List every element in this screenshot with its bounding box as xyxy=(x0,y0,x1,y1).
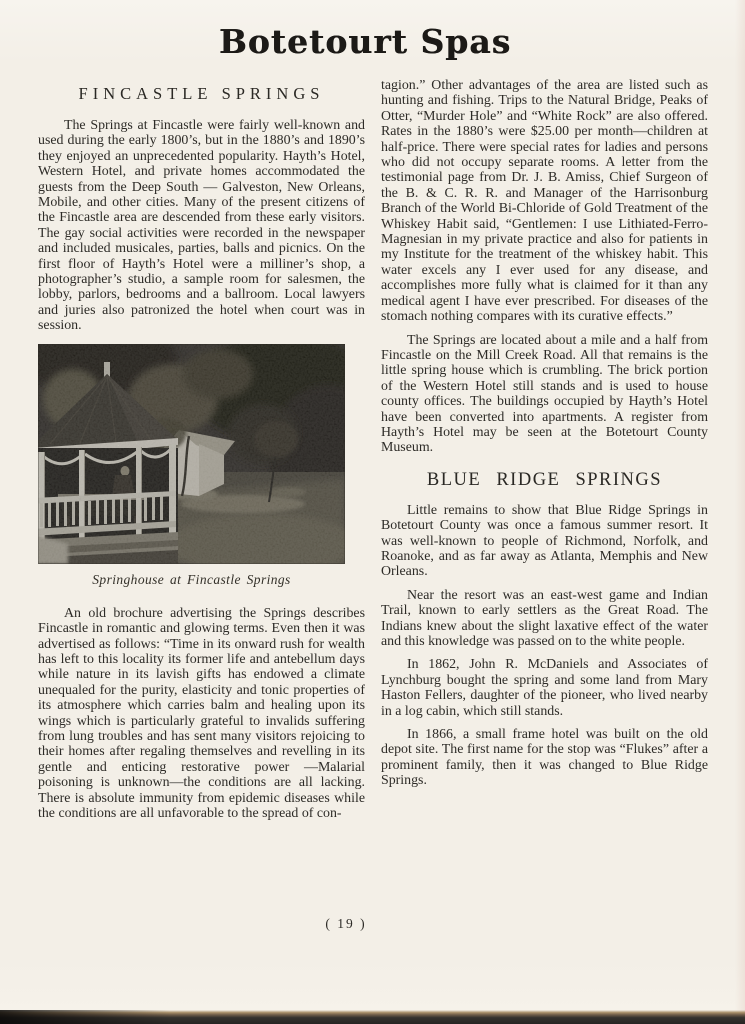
springhouse-photo xyxy=(38,344,345,564)
fincastle-paragraph-3-continuation: tagion.” Other advantages of the area are listed such as hunting and fishing. Trips to the Natural Bridge, Peaks of Otter, “Murder Hole” and “White Rock” are also offered. Rates in the 1880’s were $25.00 per month—children at half-price. There were special rates for ladies and persons who did not occupy separate rooms. A letter from the testimonial page from Dr. J. B. Amiss, Chief Surgeon of the B. & C. R. R. and Manager of the Harrisonburg Branch of the World Bi-Chloride of Gold Treatment of the Whiskey Habit said, “Gentlemen: I use Lithiated-Ferro-Magnesian in my private practice and also for patients in my Institute for the treatment of the whiskey habit. This water excels any I ever used for any disease, and accomplishes more fully what is claimed for it than any medical agent I have ever prescribed. For diseases of the stomach nothing compares with its curative effects.” xyxy=(381,78,708,325)
fincastle-paragraph-1: The Springs at Fincastle were fairly well-known and used during the early 1800’s, but in the 1880’s and 1890’s they enjoyed an unprecedented popularity. Hayth’s Hotel, Western Hotel, and private homes accommodated the guests from the Deep South — Galveston, New Orleans, Mobile, and other cities. Many of the present citizens of the Fincastle area are descended from these early visitors. The gay social activities were recorded in the newspaper and included musicales, parties, balls and picnics. On the first floor of Hayth’s Hotel were a milliner’s shop, a photographer’s studio, a sample room for salesmen, the lobby, parlors, bedrooms and a ballroom. Local lawyers and juries also patronized the hotel when court was in session. xyxy=(38,118,365,334)
page-title: Botetourt Spas xyxy=(218,22,512,61)
text-columns xyxy=(38,78,708,829)
section-heading-fincastle-springs: FINCASTLE SPRINGS xyxy=(78,84,325,103)
blue-ridge-paragraph-4: In 1866, a small frame hotel was built on the old depot site. The first name for the stop was “Flukes” after a prominent family, then it was changed to Blue Ridge Springs. xyxy=(381,727,708,789)
fincastle-paragraph-2: An old brochure advertising the Springs describes Fincastle in romantic and glowing terms. Even then it was advertised as follows: “Time in its onward rush for wealth has left to this locality its former life and antebellum days while nature in its lavish gifts has endowed a climate unequaled for the purity, elasticity and tonic properties of its atmosphere which carries balm and healing upon its wings which is particularly grateful to invalids suffering from lung troubles and has sent many visitors rejoicing to their homes after regaling themselves and revelling in its gentle and enticing restorative power —Malarial poisoning is unknown—the conditions are all lacking. There is absolute immunity from epidemic diseases while the conditions are all unfavorable to the spread of con- xyxy=(38,605,365,821)
section-heading-blue-ridge-springs: BLUE RIDGE SPRINGS xyxy=(426,469,663,490)
photo-caption: Springhouse at Fincastle Springs xyxy=(92,571,291,587)
blue-ridge-paragraph-1: Little remains to show that Blue Ridge Springs in Botetourt County was once a famous summer resort. It was well-known to people of Richmond, Norfolk, and Roanoke, and as far away as Atlanta, Memphis and New Orleans. xyxy=(381,502,708,580)
fincastle-paragraph-4: The Springs are located about a mile and a half from Fincastle on the Mill Creek Road. All that remains is the little spring house which is crumbling. The brick portion of the Western Hotel still stands and is used to house county offices. The buildings occupied by Hayth’s Hotel have been converted into apartments. A register from Hayth’s Hotel may be seen at the Botetourt County Museum. xyxy=(381,332,708,456)
left-column xyxy=(38,78,365,829)
page-number: ( 19 ) xyxy=(325,916,367,931)
blue-ridge-paragraph-2: Near the resort was an east-west game and Indian Trail, known to early settlers as the Great Road. The Indians knew about the slight laxative effect of the water and this knowledge was passed on to the white people. xyxy=(381,587,708,649)
springhouse-figure xyxy=(38,344,345,588)
right-column xyxy=(381,78,708,829)
page-bottom-edge xyxy=(0,1010,745,1024)
blue-ridge-paragraph-3: In 1862, John R. McDaniels and Associates of Lynchburg bought the spring and some land from Mary Haston Fellers, daughter of the pioneer, who lived nearby in a log cabin, which still stands. xyxy=(381,657,708,719)
